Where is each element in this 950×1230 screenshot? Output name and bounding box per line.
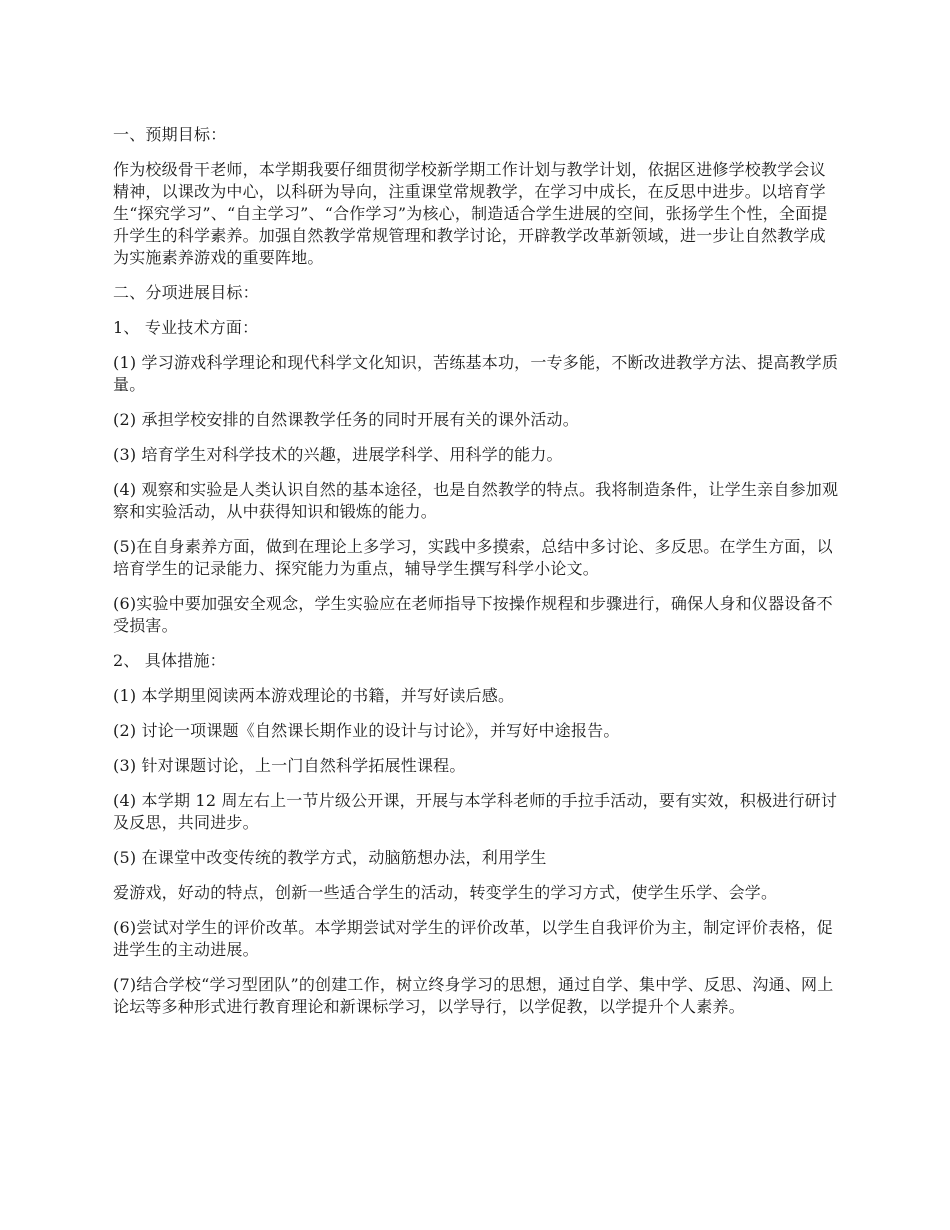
document-body bbox=[113, 124, 841, 1031]
section-heading-development-goals: 二、分项进展目标： bbox=[113, 283, 259, 302]
list-item-measure-2: (2) 讨论一项课题《自然课长期作业的设计与讨论》，并写好中途报告。 bbox=[113, 721, 620, 740]
list-item-measure-4: (4) 本学期 12 周左右上一节片级公开课，开展与本学科老师的手拉手活动，要有实效，积极进行研讨及反思，共同进步。 bbox=[113, 791, 838, 832]
section-heading-expected-goals: 一、预期目标： bbox=[113, 125, 227, 144]
list-item-skill-5: (5)在自身素养方面，做到在理论上多学习，实践中多摸索，总结中多讨论、多反思。在学生方面，以培育学生的记录能力、探究能力为重点，辅导学生撰写科学小论文。 bbox=[113, 537, 833, 578]
list-item-measure-3: (3) 针对课题讨论，上一门自然科学拓展性课程。 bbox=[113, 756, 466, 775]
list-item-skill-3: (3) 培育学生对科学技术的兴趣，进展学科学、用科学的能力。 bbox=[113, 445, 563, 464]
list-item-skill-2: (2) 承担学校安排的自然课教学任务的同时开展有关的课外活动。 bbox=[113, 410, 579, 429]
paragraph-intro: 作为校级骨干老师，本学期我要仔细贯彻学校新学期工作计划与教学计划，依据区进修学校教学会议精神，以课改为中心，以科研为导向，注重课堂常规教学，在学习中成长，在反思中进步。以培育学生“探究学习”、“自主学习”、“合作学习”为核心，制造适合学生进展的空间，张扬学生个性，全面提升学生的科学素养。加强自然教学常规管理和教学讨论，开辟教学改革新领域，进一步让自然教学成为实施素养游戏的重要阵地。 bbox=[113, 160, 828, 267]
subheading-professional-skills: 1、 专业技术方面： bbox=[113, 318, 259, 337]
subheading-specific-measures: 2、 具体措施： bbox=[113, 651, 226, 670]
list-item-skill-6: (6)实验中要加强安全观念，学生实验应在老师指导下按操作规程和步骤进行，确保人身和仪器设备不受损害。 bbox=[113, 594, 833, 635]
list-item-measure-7: (7)结合学校“学习型团队”的创建工作，树立终身学习的思想，通过自学、集中学、反思、沟通、网上论坛等多种形式进行教育理论和新课标学习，以学导行，以学促教，以学提升个人素养。 bbox=[113, 975, 834, 1016]
list-item-measure-6: (6)尝试对学生的评价改革。本学期尝试对学生的评价改革，以学生自我评价为主，制定评价表格，促进学生的主动进展。 bbox=[113, 918, 833, 959]
list-item-measure-5: (5) 在课堂中改变传统的教学方式，动脑筋想办法，利用学生 bbox=[113, 848, 547, 867]
list-item-measure-5-continued: 爱游戏，好动的特点，创新一些适合学生的活动，转变学生的学习方式，使学生乐学、会学。 bbox=[113, 883, 778, 902]
list-item-skill-4: (4) 观察和实验是人类认识自然的基本途径，也是自然教学的特点。我将制造条件，让学生亲自参加观察和实验活动，从中获得知识和锻炼的能力。 bbox=[113, 480, 839, 521]
list-item-skill-1: (1) 学习游戏科学理论和现代科学文化知识，苦练基本功，一专多能，不断改进教学方法、提高教学质量。 bbox=[113, 353, 839, 394]
list-item-measure-1: (1) 本学期里阅读两本游戏理论的书籍，并写好读后感。 bbox=[113, 686, 515, 705]
